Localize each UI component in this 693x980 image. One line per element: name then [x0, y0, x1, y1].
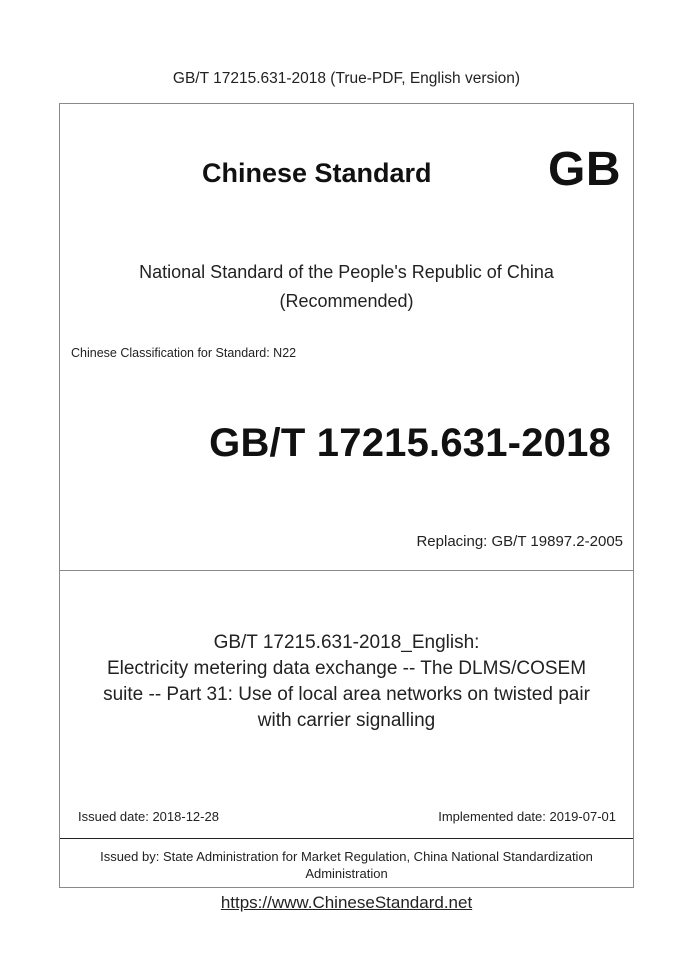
document-title [60, 630, 633, 734]
divider [60, 570, 633, 571]
replacing-text: Replacing: GB/T 19897.2-2005 [416, 533, 623, 550]
classification-text: Chinese Classification for Standard: N22 [71, 346, 297, 360]
title-line: GB/T 17215.631-2018_English: [213, 632, 480, 653]
website-link[interactable]: https://www.ChineseStandard.net [220, 893, 473, 912]
issued-date: Issued date: 2018-12-28 [78, 809, 219, 824]
chinese-standard-label: Chinese Standard [202, 158, 432, 188]
issued-by [60, 848, 633, 882]
national-standard-line: National Standard of the People's Republic of China [139, 262, 554, 282]
implemented-date: Implemented date: 2019-07-01 [438, 809, 616, 824]
page-header: GB/T 17215.631-2018 (True-PDF, English version) [172, 70, 521, 87]
title-line: with carrier signalling [257, 710, 436, 731]
gb-mark: GB [548, 143, 621, 196]
issued-by-line: Administration [305, 866, 388, 881]
divider [60, 838, 633, 839]
title-line: suite -- Part 31: Use of local area networks on twisted pair [103, 684, 590, 705]
national-standard-block [60, 258, 633, 316]
recommended-line: (Recommended) [279, 291, 414, 311]
issued-by-line: Issued by: State Administration for Market Regulation, China National Standardization [100, 849, 593, 864]
cover-frame [59, 103, 634, 888]
standard-number: GB/T 17215.631-2018 [209, 421, 611, 465]
title-line: Electricity metering data exchange -- The DLMS/COSEM [106, 658, 587, 679]
